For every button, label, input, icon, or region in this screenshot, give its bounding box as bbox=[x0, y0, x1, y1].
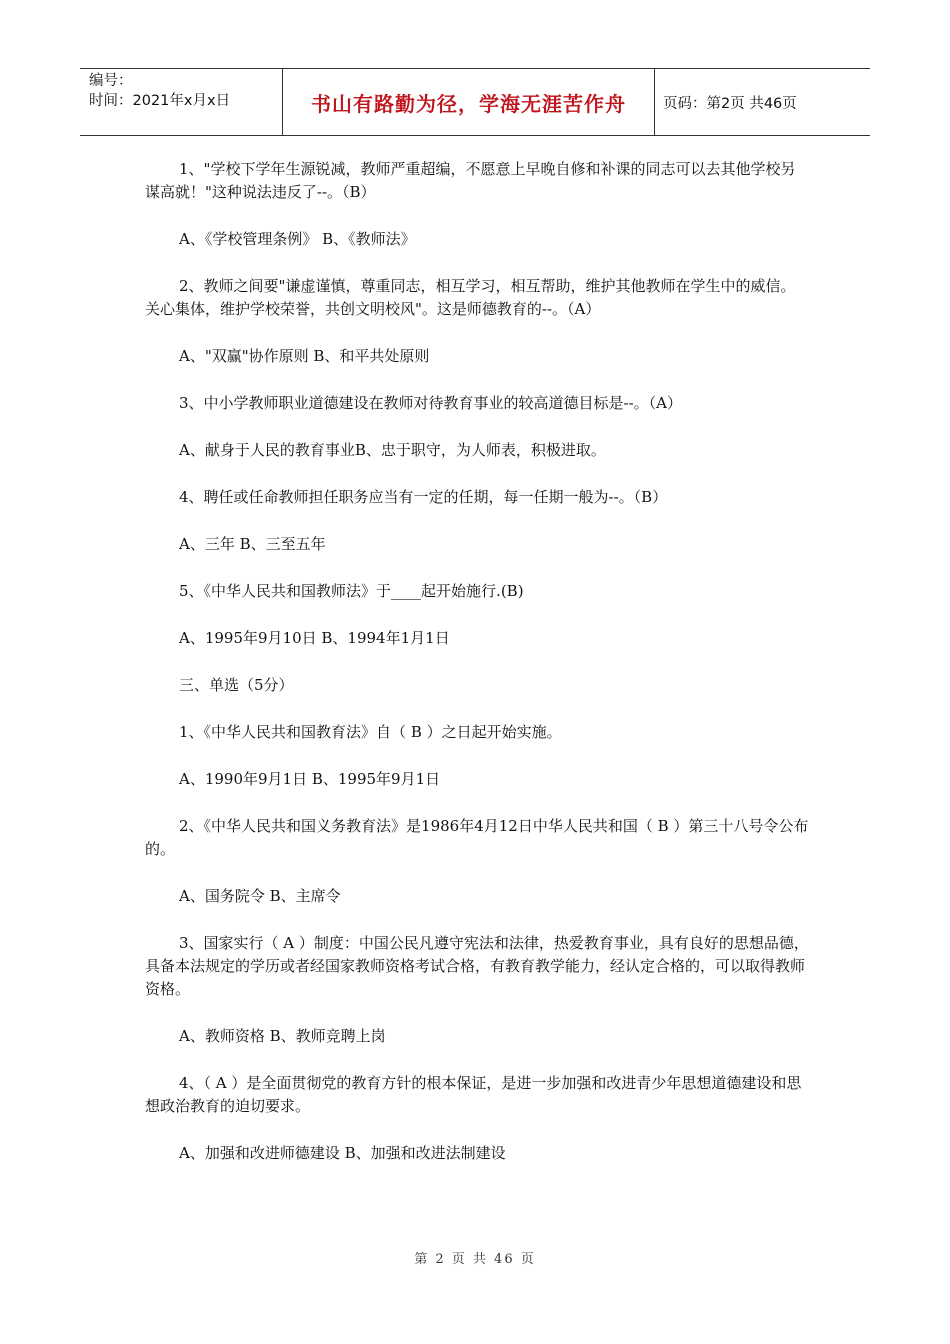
question-paragraph: 1、《中华人民共和国教育法》自（ B ）之日起开始实施。 bbox=[179, 723, 562, 741]
answer-options: A、献身于人民的教育事业B、忠于职守，为人师表，积极进取。 bbox=[179, 441, 606, 459]
answer-options: A、加强和改进师德建设 B、加强和改进法制建设 bbox=[179, 1144, 506, 1162]
header-page-info: 页码：第2页 共46页 bbox=[663, 95, 797, 112]
document-body bbox=[145, 158, 810, 1165]
question-paragraph: 2、教师之间要"谦虚谨慎，尊重同志，相互学习，相互帮助，维护其他教师在学生中的威信。关心集体，维护学校荣誉，共创文明校风"。这是师德教育的--。（A） bbox=[145, 277, 796, 318]
time-label: 时间：2021年x月x日 bbox=[89, 93, 231, 109]
answer-options: A、1995年9月10日 B、1994年1月1日 bbox=[179, 629, 450, 647]
answer-options: A、三年 B、三至五年 bbox=[179, 535, 326, 553]
answer-options: A、国务院令 B、主席令 bbox=[179, 887, 341, 905]
header-motto: 书山有路勤为径，学海无涯苦作舟 bbox=[283, 69, 655, 135]
question-paragraph: 1、"学校下学年生源锐减，教师严重超编，不愿意上早晚自修和补课的同志可以去其他学校另谋高就！"这种说法违反了--。（B） bbox=[145, 160, 796, 201]
answer-options: A、"双赢"协作原则 B、和平共处原则 bbox=[179, 347, 430, 365]
question-paragraph: 3、国家实行（ A ）制度：中国公民凡遵守宪法和法律，热爱教育事业，具有良好的思想品德，具备本法规定的学历或者经国家教师资格考试合格，有教育教学能力，经认定合格的，可以取得教师资格。 bbox=[145, 934, 809, 998]
number-label: 编号： bbox=[89, 73, 133, 89]
question-paragraph: 5、《中华人民共和国教师法》于____起开始施行.(B) bbox=[179, 582, 524, 600]
answer-options: A、教师资格 B、教师竞聘上岗 bbox=[179, 1027, 386, 1045]
header-meta bbox=[80, 69, 283, 135]
question-paragraph: 2、《中华人民共和国义务教育法》是1986年4月12日中华人民共和国（ B ）第三十八号令公布的。 bbox=[145, 817, 809, 858]
section-heading: 三、单选（5分） bbox=[179, 676, 294, 694]
page-footer: 第 2 页 共 46 页 bbox=[414, 1252, 536, 1267]
question-paragraph: 4、（ A ）是全面贯彻党的教育方针的根本保证，是进一步加强和改进青少年思想道德建设和思想政治教育的迫切要求。 bbox=[145, 1074, 802, 1115]
answer-options: A、1990年9月1日 B、1995年9月1日 bbox=[179, 770, 441, 788]
page-header bbox=[80, 68, 870, 136]
answer-options: A、《学校管理条例》 B、《教师法》 bbox=[179, 230, 416, 248]
question-paragraph: 4、聘任或任命教师担任职务应当有一定的任期，每一任期一般为--。（B） bbox=[179, 488, 668, 506]
question-paragraph: 3、中小学教师职业道德建设在教师对待教育事业的较高道德目标是--。（A） bbox=[179, 394, 683, 412]
